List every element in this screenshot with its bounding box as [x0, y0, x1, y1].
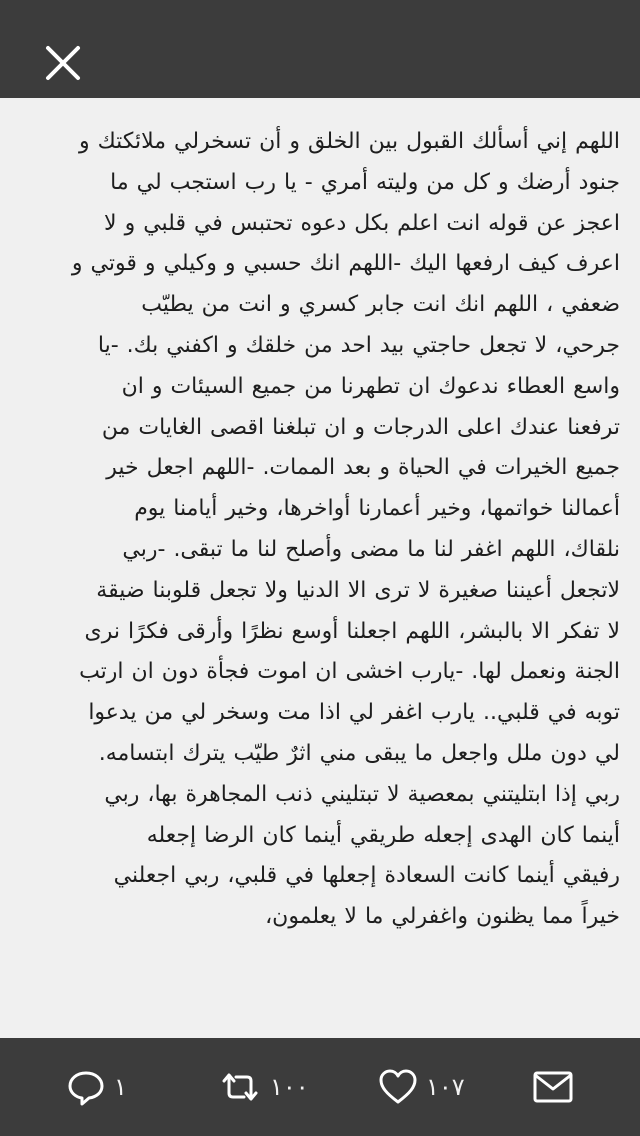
- tweet-text: [22, 122, 620, 938]
- retweet-count: ١٠٠: [270, 1073, 309, 1101]
- like-button[interactable]: [378, 1038, 465, 1136]
- retweet-icon: [218, 1067, 262, 1107]
- action-bar: [0, 1038, 640, 1136]
- tweet-text-line: لاتجعل أعيننا صغيرة لا ترى الا الدنيا ولا تجعل قلوبنا ضيقة: [96, 577, 620, 603]
- tweet-text-line: توبه في قلبي.. يارب اغفر لي اذا مت وسخر لي من يدعوا: [88, 700, 620, 726]
- tweet-text-line: جنود أرضك و كل من وليته أمري - يا رب استجب لي ما: [110, 169, 620, 195]
- close-button[interactable]: [30, 30, 96, 96]
- top-bar: [0, 0, 640, 98]
- tweet-content-area: [0, 98, 640, 1038]
- tweet-text-line: ترفعنا عندك اعلى الدرجات و ان تبلغنا اقصى الغايات من: [101, 414, 620, 440]
- heart-icon: [378, 1067, 418, 1107]
- tweet-text-line: رفيقي أينما كانت السعادة إجعلها في قلبي، ربي اجعلني: [113, 863, 620, 889]
- tweet-text-line: لي دون ملل واجعل ما يبقى مني اثرٌ طيّب يترك ابتسامه.: [98, 740, 620, 766]
- tweet-text-line: أعمالنا خواتمها، وخير أعمارنا أواخرها، وخير أيامنا يوم: [134, 496, 620, 522]
- tweet-text-line: واسع العطاء ندعوك ان تطهرنا من جميع السيئات و ان: [121, 373, 620, 399]
- tweet-text-line: ربي إذا ابتليتني بمعصية لا تبتليني ذنب المجاهرة بها، ربي: [104, 781, 620, 807]
- tweet-text-line: جميع الخيرات في الحياة و بعد الممات. -اللهم اجعل خير: [106, 455, 620, 481]
- message-button[interactable]: [532, 1038, 574, 1136]
- tweet-text-line: أينما كان الهدى إجعله طريقي أينما كان الرضا إجعله: [146, 822, 620, 848]
- envelope-icon: [532, 1069, 574, 1105]
- reply-count: ١: [114, 1073, 127, 1101]
- tweet-text-line: ضعفي ، اللهم انك انت جابر كسري و انت من يطيّب: [141, 292, 620, 318]
- tweet-text-line: اعجز عن قوله انت اعلم بكل دعوه تحتبس في قلبي و لا: [104, 210, 620, 236]
- tweet-text-line: نلقاك، اللهم اغفر لنا ما مضى وأصلح لنا ما تبقى. -ربي: [122, 536, 620, 562]
- reply-icon: [66, 1067, 106, 1107]
- tweet-text-line: جرحي، لا تجعل حاجتي بيد احد من خلقك و اكفني بك. -يا: [97, 332, 620, 358]
- tweet-text-line: الجنة ونعمل لها. -يارب اخشى ان اموت فجأة دون ان ارتب: [79, 659, 620, 685]
- tweet-text-line: اعرف كيف ارفعها اليك -اللهم انك حسبي و وكيلي و قوتي و: [71, 251, 620, 277]
- tweet-text-line: خيراً مما يظنون واغفرلي ما لا يعلمون،: [265, 904, 620, 930]
- like-count: ١٠٧: [426, 1073, 465, 1101]
- reply-button[interactable]: [66, 1038, 127, 1136]
- tweet-text-line: لا تفكر الا بالبشر، اللهم اجعلنا أوسع نظرًا وأرقى فكرًا نرى: [84, 618, 620, 644]
- retweet-button[interactable]: [218, 1038, 309, 1136]
- tweet-text-line: اللهم إني أسألك القبول بين الخلق و أن تسخرلي ملائكتك و: [79, 129, 620, 154]
- close-icon: [43, 43, 83, 83]
